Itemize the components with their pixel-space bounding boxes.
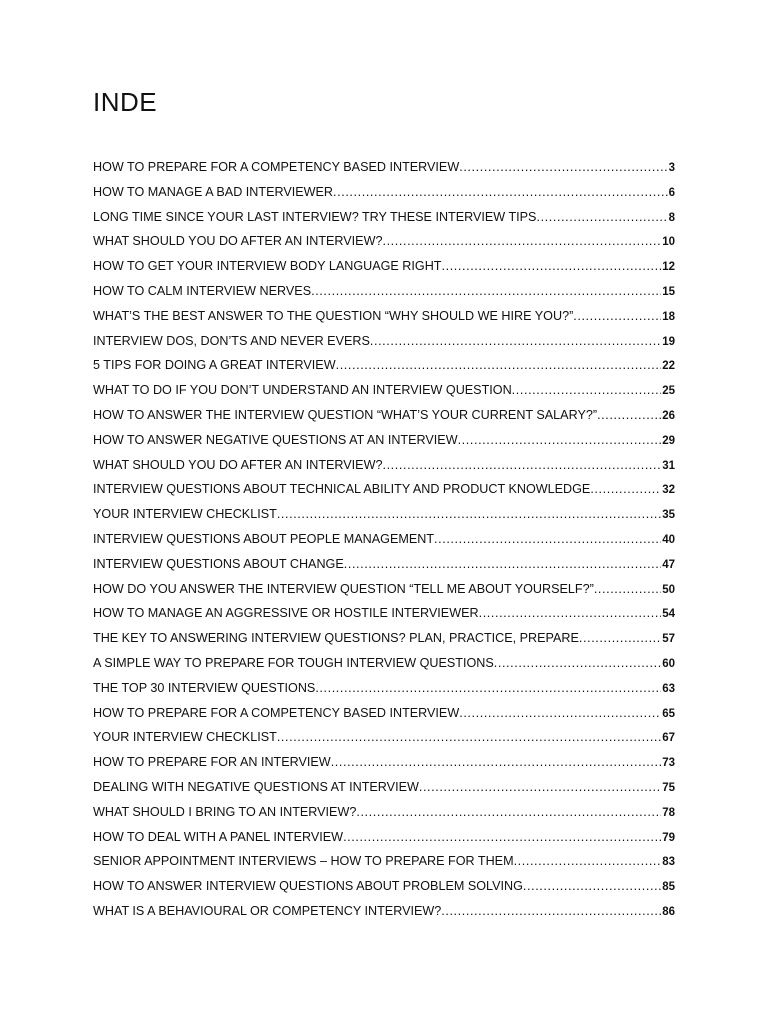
dot-leader [382, 234, 661, 248]
dot-leader [277, 507, 661, 521]
toc-entry-title: HOW TO PREPARE FOR A COMPETENCY BASED INTERVIEW [93, 160, 460, 174]
dot-leader [370, 334, 661, 348]
toc-entry-page-number: 83 [662, 856, 675, 869]
toc-entry[interactable] [93, 805, 675, 830]
toc-entry-title: WHAT TO DO IF YOU DON’T UNDERSTAND AN INTERVIEW QUESTION [93, 383, 512, 398]
toc-entry-page-number: 26 [662, 409, 675, 422]
toc-entry-title: WHAT IS A BEHAVIOURAL OR COMPETENCY INTERVIEW? [93, 903, 442, 918]
dot-leader [594, 582, 661, 596]
toc-entry-page-number: 15 [662, 285, 675, 298]
dot-leader [597, 408, 661, 422]
toc-entry[interactable] [93, 309, 675, 334]
toc-entry-page-number: 85 [662, 881, 675, 894]
toc-entry-page-number: 35 [662, 509, 675, 522]
toc-entry-page-number: 47 [662, 558, 675, 571]
dot-leader [573, 309, 661, 323]
toc-entry[interactable] [93, 904, 675, 929]
toc-entry[interactable] [93, 656, 675, 681]
toc-entry-title: HOW TO ANSWER THE INTERVIEW QUESTION “WHAT’S YOUR CURRENT SALARY?” [93, 407, 598, 422]
dot-leader [356, 805, 661, 819]
toc-entry-title: WHAT’S THE BEST ANSWER TO THE QUESTION “WHY SHOULD WE HIRE YOU?” [93, 308, 574, 323]
toc-entry-title: THE KEY TO ANSWERING INTERVIEW QUESTIONS? PLAN, PRACTICE, PREPARE [93, 631, 579, 646]
toc-entry-title: HOW TO ANSWER INTERVIEW QUESTIONS ABOUT PROBLEM SOLVING [93, 879, 523, 894]
toc-entry[interactable] [93, 532, 675, 557]
toc-entry-title: INTERVIEW QUESTIONS ABOUT TECHNICAL ABILITY AND PRODUCT KNOWLEDGE [93, 482, 591, 497]
toc-entry[interactable] [93, 358, 675, 383]
toc-entry-page-number: 78 [662, 806, 675, 819]
toc-entry-page-number: 29 [662, 434, 675, 447]
toc-entry[interactable] [93, 730, 675, 755]
toc-entry-page-number: 18 [662, 310, 675, 323]
toc-entry-title: WHAT SHOULD YOU DO AFTER AN INTERVIEW? [93, 234, 383, 249]
toc-entry-page-number: 75 [662, 781, 675, 794]
toc-entry-page-number: 12 [662, 261, 675, 274]
toc-entry-page-number: 32 [662, 484, 675, 497]
toc-entry-title: HOW TO ANSWER NEGATIVE QUESTIONS AT AN INTERVIEW [93, 432, 458, 447]
toc-entry-page-number: 57 [662, 633, 675, 646]
toc-entry[interactable] [93, 631, 675, 656]
toc-entry[interactable] [93, 210, 675, 235]
dot-leader [590, 482, 661, 496]
toc-entry-title: SENIOR APPOINTMENT INTERVIEWS – HOW TO PREPARE FOR THEM [93, 854, 514, 869]
toc-entry[interactable] [93, 383, 675, 408]
toc-entry-title: HOW TO MANAGE AN AGGRESSIVE OR HOSTILE INTERVIEWER [93, 606, 479, 621]
toc-entry-title: THE TOP 30 INTERVIEW QUESTIONS [93, 680, 316, 695]
toc-entry-title: INTERVIEW QUESTIONS ABOUT CHANGE [93, 556, 344, 571]
toc-entry[interactable] [93, 606, 675, 631]
toc-entry-page-number: 25 [662, 385, 675, 398]
toc-entry-page-number: 50 [662, 583, 675, 596]
toc-entry-page-number: 31 [662, 459, 675, 472]
dot-leader [442, 259, 662, 273]
toc-entry[interactable] [93, 557, 675, 582]
toc-entry-page-number: 6 [668, 186, 675, 199]
toc-entry[interactable] [93, 681, 675, 706]
toc-entry-title: INTERVIEW QUESTIONS ABOUT PEOPLE MANAGEMENT [93, 531, 435, 546]
dot-leader [441, 904, 661, 918]
toc-entry-title: WHAT SHOULD YOU DO AFTER AN INTERVIEW? [93, 457, 383, 472]
dot-leader [523, 879, 661, 893]
dot-leader [277, 730, 661, 744]
dot-leader [479, 606, 662, 620]
dot-leader [315, 681, 661, 695]
toc-entry-page-number: 73 [662, 757, 675, 770]
index-heading: INDE [93, 87, 158, 117]
toc-entry-title: YOUR INTERVIEW CHECKLIST [93, 730, 277, 745]
toc-entry-title: 5 TIPS FOR DOING A GREAT INTERVIEW [93, 358, 336, 373]
toc-entry[interactable] [93, 582, 675, 607]
dot-leader [579, 631, 661, 645]
toc-entry-title: HOW TO CALM INTERVIEW NERVES [93, 283, 312, 298]
toc-entry-page-number: 19 [662, 335, 675, 348]
dot-leader [333, 185, 668, 199]
toc-entry-page-number: 67 [662, 732, 675, 745]
dot-leader [514, 854, 662, 868]
toc-entry-title: INTERVIEW DOS, DON’TS AND NEVER EVERS [93, 333, 370, 348]
dot-leader [512, 383, 662, 397]
dot-leader [331, 755, 662, 769]
toc-entry-title: DEALING WITH NEGATIVE QUESTIONS AT INTERVIEW [93, 779, 419, 794]
dot-leader [434, 532, 661, 546]
toc-entry-title: HOW TO MANAGE A BAD INTERVIEWER [93, 184, 334, 199]
toc-entry-page-number: 10 [662, 236, 675, 249]
toc-entry[interactable] [93, 830, 675, 855]
toc-entry-page-number: 40 [662, 533, 675, 546]
dot-leader [536, 210, 667, 224]
toc-entry[interactable] [93, 185, 675, 210]
toc-entry[interactable] [93, 507, 675, 532]
toc-entry[interactable] [93, 160, 675, 185]
toc-entry-page-number: 3 [668, 162, 675, 174]
toc-entry-title: HOW TO PREPARE FOR A COMPETENCY BASED INTERVIEW [93, 705, 460, 720]
toc-entry-page-number: 86 [662, 905, 675, 918]
toc-entry[interactable] [93, 408, 675, 433]
toc-entry[interactable] [93, 284, 675, 309]
toc-entry-title: YOUR INTERVIEW CHECKLIST [93, 507, 277, 522]
toc-entry-title: HOW DO YOU ANSWER THE INTERVIEW QUESTION “TELL ME ABOUT YOURSELF?” [93, 581, 594, 596]
dot-leader [311, 284, 661, 298]
toc-entry-title: HOW TO GET YOUR INTERVIEW BODY LANGUAGE RIGHT [93, 259, 442, 274]
toc-entry-page-number: 22 [662, 360, 675, 373]
dot-leader [343, 830, 661, 844]
toc-entry-page-number: 63 [662, 682, 675, 695]
toc-entry[interactable] [93, 458, 675, 483]
toc-entry-title: A SIMPLE WAY TO PREPARE FOR TOUGH INTERVIEW QUESTIONS [93, 655, 494, 670]
toc-entry[interactable] [93, 780, 675, 805]
toc-entry[interactable] [93, 706, 675, 731]
toc-entry-page-number: 65 [662, 707, 675, 720]
toc-entry-page-number: 60 [662, 657, 675, 670]
toc-entry-title: WHAT SHOULD I BRING TO AN INTERVIEW? [93, 804, 357, 819]
table-of-contents [93, 160, 675, 929]
dot-leader [494, 656, 661, 670]
toc-entry[interactable] [93, 433, 675, 458]
toc-entry-page-number: 54 [662, 608, 675, 621]
dot-leader [459, 706, 661, 720]
toc-entry[interactable] [93, 482, 675, 507]
toc-entry[interactable] [93, 334, 675, 359]
toc-entry-title: LONG TIME SINCE YOUR LAST INTERVIEW? TRY THESE INTERVIEW TIPS [93, 209, 537, 224]
dot-leader [336, 358, 662, 372]
toc-entry-title: HOW TO PREPARE FOR AN INTERVIEW [93, 755, 331, 770]
dot-leader [344, 557, 661, 571]
dot-leader [459, 160, 667, 174]
toc-entry[interactable] [93, 854, 675, 879]
dot-leader [382, 458, 661, 472]
dot-leader [419, 780, 661, 794]
toc-entry[interactable] [93, 755, 675, 780]
toc-entry[interactable] [93, 259, 675, 284]
toc-entry-page-number: 79 [662, 831, 675, 844]
toc-entry[interactable] [93, 234, 675, 259]
toc-entry-title: HOW TO DEAL WITH A PANEL INTERVIEW [93, 829, 344, 844]
toc-entry-page-number: 8 [668, 211, 675, 224]
toc-entry[interactable] [93, 879, 675, 904]
dot-leader [458, 433, 662, 447]
